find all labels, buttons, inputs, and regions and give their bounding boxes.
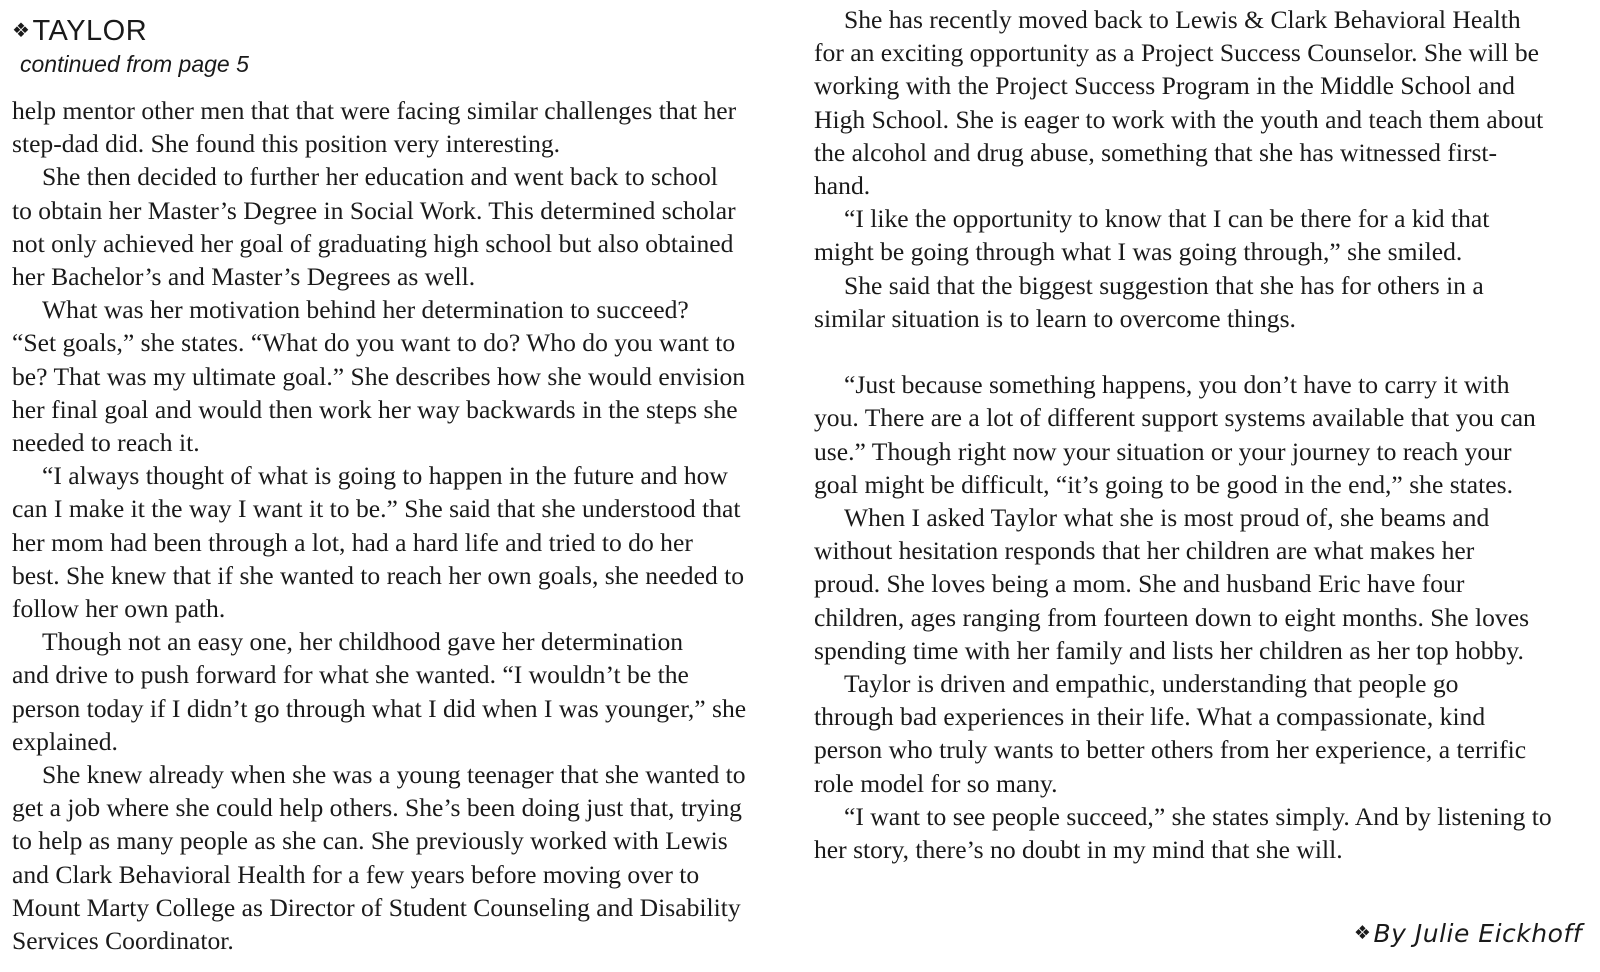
text-line: to help as many people as she can. She previously worked with Lewis bbox=[12, 826, 728, 856]
text-line: She knew already when she was a young teenager that she wanted to bbox=[42, 760, 746, 790]
paragraph bbox=[12, 459, 792, 625]
text-line: be? That was my ultimate goal.” She describes how she would envision bbox=[12, 361, 746, 391]
paragraph bbox=[12, 293, 792, 459]
text-line: “I like the opportunity to know that I can be there for a kid that bbox=[844, 204, 1490, 234]
text-line: children, ages ranging from fourteen down to eight months. She loves bbox=[814, 602, 1530, 632]
text-line: can I make it the way I want it to be.” She said that she understood that bbox=[12, 494, 741, 524]
text-line: person today if I didn’t go through what I did when I was younger,” she bbox=[12, 693, 747, 723]
text-line: What was her motivation behind her determination to succeed? bbox=[42, 295, 689, 325]
text-line: hand. bbox=[814, 171, 871, 201]
text-line: to obtain her Master’s Degree in Social Work. This determined scholar bbox=[12, 195, 736, 225]
right-column-body bbox=[814, 0, 1589, 866]
text-line: for an exciting opportunity as a Project Success Counselor. She will be bbox=[814, 38, 1540, 68]
text-line: best. She knew that if she wanted to reach her own goals, she needed to bbox=[12, 560, 745, 590]
paragraph-spacer bbox=[814, 335, 1589, 368]
paragraph bbox=[12, 94, 792, 160]
text-line: get a job where she could help others. She’s been doing just that, trying bbox=[12, 793, 742, 823]
text-line: Mount Marty College as Director of Student Counseling and Disability bbox=[12, 892, 741, 922]
text-line: “Just because something happens, you don’t have to carry it with bbox=[844, 370, 1510, 400]
paragraph bbox=[12, 160, 792, 293]
paragraph bbox=[814, 501, 1589, 667]
paragraph bbox=[814, 202, 1589, 268]
left-column-body bbox=[12, 94, 792, 957]
text-line: her mom had been through a lot, had a hard life and tried to do her bbox=[12, 527, 693, 557]
text-line: working with the Project Success Program in the Middle School and bbox=[814, 71, 1515, 101]
text-line: and drive to push forward for what she wanted. “I wouldn’t be the bbox=[12, 660, 689, 690]
article-header bbox=[12, 0, 792, 94]
paragraph bbox=[814, 368, 1589, 501]
text-line: step-dad did. She found this position very interesting. bbox=[12, 129, 561, 159]
text-line: role model for so many. bbox=[814, 768, 1058, 798]
text-line: person who truly wants to better others from her experience, a terrific bbox=[814, 735, 1527, 765]
text-line: the alcohol and drug abuse, something that she has witnessed first- bbox=[814, 137, 1498, 167]
text-line: She then decided to further her education and went back to school bbox=[42, 162, 718, 192]
paragraph bbox=[814, 269, 1589, 335]
text-line: use.” Though right now your situation or your journey to reach your bbox=[814, 436, 1512, 466]
text-line: not only achieved her goal of graduating high school but also obtained bbox=[12, 228, 734, 258]
author-byline bbox=[1354, 918, 1582, 949]
paragraph bbox=[12, 625, 792, 758]
text-line: When I asked Taylor what she is most proud of, she beams and bbox=[844, 503, 1490, 533]
text-line: Services Coordinator. bbox=[12, 926, 234, 956]
paragraph bbox=[12, 758, 792, 957]
text-line: explained. bbox=[12, 726, 118, 756]
text-line: her story, there’s no doubt in my mind that she will. bbox=[814, 835, 1343, 865]
paragraph bbox=[814, 3, 1589, 202]
diamond-bullet-icon: ❖ bbox=[12, 20, 31, 42]
text-line: “I want to see people succeed,” she states simply. And by listening to bbox=[844, 801, 1552, 831]
paragraph bbox=[814, 667, 1589, 800]
article-title bbox=[12, 14, 147, 48]
text-line: needed to reach it. bbox=[12, 428, 200, 458]
text-line: spending time with her family and lists her children as her top hobby. bbox=[814, 635, 1524, 665]
text-line: through bad experiences in their life. What a compassionate, kind bbox=[814, 702, 1486, 732]
author-name: By Julie Eickhoff bbox=[1373, 919, 1582, 948]
text-line: similar situation is to learn to overcome things. bbox=[814, 303, 1296, 333]
text-line: Though not an easy one, her childhood gave her determination bbox=[42, 627, 684, 657]
text-line: “I always thought of what is going to happen in the future and how bbox=[42, 461, 728, 491]
text-line: her Bachelor’s and Master’s Degrees as well. bbox=[12, 262, 476, 292]
diamond-bullet-icon: ❖ bbox=[1353, 922, 1372, 944]
text-line: “Set goals,” she states. “What do you want to do? Who do you want to bbox=[12, 328, 736, 358]
text-line: you. There are a lot of different support systems available that you can bbox=[814, 403, 1536, 433]
text-line: her final goal and would then work her way backwards in the steps she bbox=[12, 394, 738, 424]
text-line: without hesitation responds that her children are what makes her bbox=[814, 536, 1475, 566]
text-line: and Clark Behavioral Health for a few years before moving over to bbox=[12, 859, 700, 889]
text-line: help mentor other men that that were facing similar challenges that her bbox=[12, 96, 737, 125]
paragraph bbox=[814, 800, 1589, 866]
text-line: follow her own path. bbox=[12, 594, 226, 624]
continued-note: continued from page 5 bbox=[20, 51, 249, 77]
right-column bbox=[814, 0, 1589, 866]
text-line: goal might be difficult, “it’s going to be good in the end,” she states. bbox=[814, 469, 1513, 499]
text-line: proud. She loves being a mom. She and husband Eric have four bbox=[814, 569, 1465, 599]
text-line: High School. She is eager to work with the youth and teach them about bbox=[814, 104, 1544, 134]
article-title-text: TAYLOR bbox=[32, 15, 148, 47]
left-column bbox=[12, 0, 792, 957]
text-line: Taylor is driven and empathic, understanding that people go bbox=[844, 669, 1459, 699]
text-line: She said that the biggest suggestion that she has for others in a bbox=[844, 270, 1484, 300]
text-line: She has recently moved back to Lewis & Clark Behavioral Health bbox=[844, 5, 1521, 34]
text-line: might be going through what I was going through,” she smiled. bbox=[814, 237, 1463, 267]
